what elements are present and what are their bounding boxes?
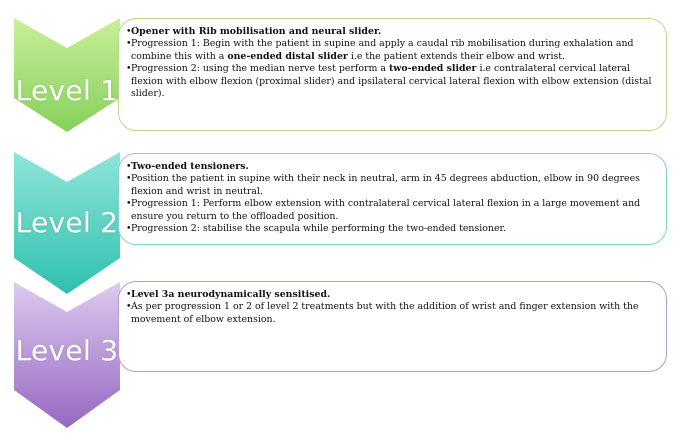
level-2-line — [126, 223, 656, 235]
text-segment: Position the patient in supine with their neck in neutral, arm in 45 degrees abduction, elbow in 90 degrees flexion and wrist in neutral. — [131, 173, 640, 197]
level-3-line — [126, 289, 656, 301]
level-2-chevron — [14, 152, 120, 294]
bold-text-segment: one-ended distal slider — [227, 50, 348, 62]
level-2-content-box — [118, 153, 667, 245]
level-1-content-box — [118, 18, 667, 131]
level-2-label: Level 2 — [15, 206, 119, 239]
bold-text-segment: Opener with Rib mobilisation and neural slider. — [131, 26, 382, 37]
text-segment: As per progression 1 or 2 of level 2 treatments but with the addition of wrist and finger extension with the movement of elbow extension. — [131, 301, 639, 325]
text-segment: Progression 2: using the median nerve test perform a — [131, 63, 389, 75]
level-3-content-box — [118, 281, 667, 372]
level-2-line — [126, 161, 656, 173]
text-segment: Progression 1: Begin with the patient in supine and apply a caudal rib mobilisation during exhalation and combine this with a — [131, 38, 634, 62]
level-3-label: Level 3 — [15, 334, 119, 367]
level-3-chevron — [14, 282, 120, 428]
level-1-line — [126, 26, 656, 38]
level-1-line — [126, 38, 656, 63]
level-1-chevron — [14, 18, 120, 132]
text-segment: Progression 2: stabilise the scapula while performing the two-ended tensioner. — [131, 223, 506, 235]
text-segment: Progression 1: Perform elbow extension with contralateral cervical lateral flexion in a large movement and ensure you return to the offloaded position. — [131, 198, 641, 222]
text-segment: i.e contralateral cervical lateral flexion with elbow flexion (proximal slider) and ipsilateral cervical lateral flexion with elbow extension (distal slider). — [131, 63, 652, 100]
level-1-label: Level 1 — [15, 74, 119, 107]
bold-text-segment: Two-ended tensioners. — [131, 161, 249, 172]
level-2-line — [126, 173, 656, 198]
level-1-line — [126, 63, 656, 100]
level-3-line — [126, 301, 656, 326]
bold-text-segment: Level 3a neurodynamically sensitised. — [131, 289, 331, 300]
level-2-line — [126, 198, 656, 223]
bold-text-segment: two-ended slider — [388, 63, 477, 75]
text-segment: i.e the patient extends their elbow and wrist. — [347, 50, 566, 62]
